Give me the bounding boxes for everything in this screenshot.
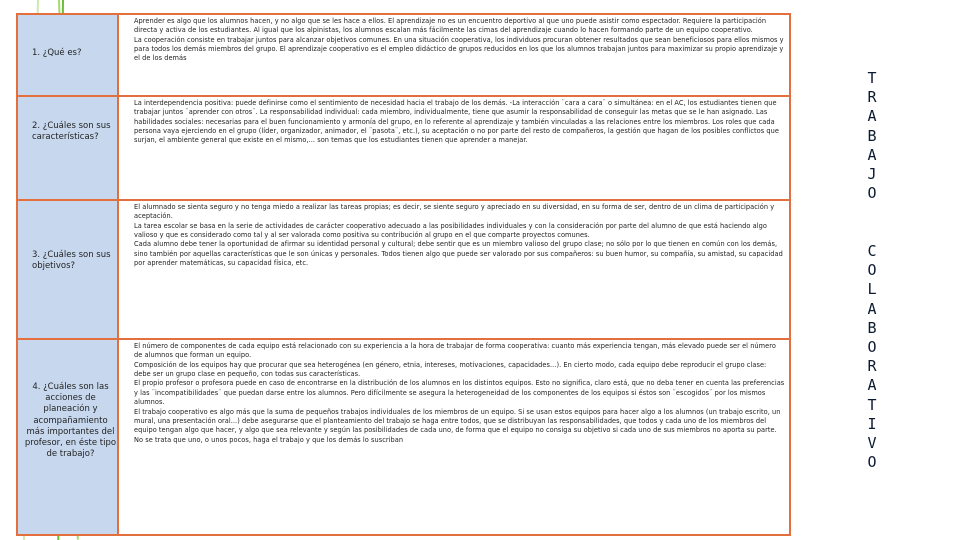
title-letter: J <box>867 165 877 184</box>
answer-paragraph: El propio profesor o profesora puede en caso de encontrarse en la distribución de los alumnos en los distintos equipos. Esto no significa, claro está, que no deba tener en cuenta las preferencias y las ¨incompatibilidades¨ que puedan darse entre los alumnos. Pero difícilmente se asegura la heterogeneidad de los componentes de los equipos si éstos son ¨escogidos¨ por los mismos alumnos. <box>134 379 785 407</box>
title-letter: I <box>867 414 877 433</box>
question-text: 2. ¿Cuáles son sus características? <box>32 121 111 143</box>
question-text: 3. ¿Cuáles son sus objetivos? <box>32 250 111 272</box>
answer-paragraph: El trabajo cooperativo es algo más que la suma de pequeños trabajos individuales de los miembros de un equipo. Si se usan estos equipos para hacer algo a los alumnos (un trabajo escrito, un mural, una presentación oral...) debe asegurarse que el planteamiento del trabajo se haga entre todos, que se distribuyan las responsabilidades, que todos y cada uno de los miembros del equipo tengan algo que hacer, y algo que sea relevante y según las posibilidades de cada uno, de forma que el equipo no consiga su objetivo si cada uno de sus miembros no aporta su parte. No se trata que uno, o unos pocos, haga el trabajo y que los demás lo suscriban <box>134 407 781 444</box>
answer-paragraph: Cada alumno debe tener la oportunidad de afirmar su identidad personal y cultural; debe sentir que es un miembro valioso del grupo clase; no sólo por lo que tienen en común con los demás, sino también por aquellas características que le son únicas y personales. Todos tienen algo que puede ser valorado por sus compañeros: su buen humor, su compañía, su amistad, su capacidad por aprender matemáticas, su capacidad física, etc. <box>134 240 783 268</box>
vertical-title-colaborativo <box>856 242 888 472</box>
answer-paragraph: Aprender es algo que los alumnos hacen, y no algo que se les hace a ellos. El aprendizaje no es un encuentro deportivo al que uno puede asistir como espectador. Requiere la participación directa y activa de los estudiantes. Al igual que los alpinistas, los alumnos escalan más fácilmente las cimas del aprendizaje cuando lo hacen formando parte de un equipo cooperativo. <box>134 17 767 35</box>
question-cell <box>17 14 118 96</box>
title-letter: T <box>867 395 877 414</box>
question-cell <box>17 339 118 535</box>
title-letter: A <box>867 107 877 126</box>
table-row <box>17 96 790 200</box>
title-letter: O <box>867 453 877 472</box>
title-letter: O <box>867 261 877 280</box>
answer-cell <box>118 200 790 339</box>
answer-paragraph: Composición de los equipos hay que procurar que sea heterogénea (en género, etnia, intereses, motivaciones, capacidades...). En cierto modo, cada equipo debe reproducir el grupo clase: debe ser un grupo clase en pequeño, con todas sus características. <box>134 360 767 379</box>
table-row <box>17 200 790 339</box>
answer-paragraph: La tarea escolar se basa en la serie de actividades de carácter cooperativo adecuado a las posibilidades individuales y con la consideración por parte del alumno de que está haciendo algo valioso y que es considerado como tal y al ser valorada como positiva su contribución al grupo en el que comparte proyectos comunes. <box>134 221 767 240</box>
answer-paragraph: La cooperación consiste en trabajar juntos para alcanzar objetivos comunes. En una situación cooperativa, los individuos procuran obtener resultados que sean beneficiosos para ellos mismos y para todos los demás miembros del grupo. El aprendizaje cooperativo es el empleo didáctico de grupos reducidos en los que los alumnos trabajan juntos para maximizar su propio aprendizaje y el de los demás <box>134 35 784 63</box>
title-letter: L <box>867 280 877 299</box>
title-letter: A <box>867 145 877 164</box>
title-letter: A <box>867 299 877 318</box>
title-letter: R <box>867 88 877 107</box>
answer-paragraph: La interdependencia positiva: puede definirse como el sentimiento de necesidad hacia el trabajo de los demás. -La interacción ¨cara a cara¨ o simultánea: en el AC, los estudiantes tienen que trabajar juntos ¨aprender con otros¨. La responsabilidad individual: cada miembro, individualmente, tiene que asumir la responsabilidad de conseguir las metas que se le han asignado. Las habilidades sociales: necesarias para el buen funcionamiento y armonía del grupo, en lo referente al aprendizaje y también vinculadas a las relaciones entre los miembros. Los roles que cada persona vaya ejerciendo en el grupo (líder, organizador, animador, el ¨pasota¨, etc.), su aceptación o no por parte del resto de compañeros, la gestión que hagan de los posibles conflictos que surjan, el ambiente general que existe en el mismo,... son temas que los estudiantes tienen que aprender a manejar. <box>134 99 779 145</box>
question-cell <box>17 96 118 200</box>
question-text: 1. ¿Qué es? <box>32 48 82 58</box>
answer-paragraph: El alumnado se sienta seguro y no tenga miedo a realizar las tareas propias; es decir, se siente seguro y apreciado en su diversidad, en su forma de ser, dentro de un clima de participación y aceptación. <box>134 203 775 221</box>
answer-cell <box>118 339 790 535</box>
answer-paragraph: El número de componentes de cada equipo está relacionado con su experiencia a la hora de trabajar de forma cooperativa: cuanto más experiencia tengan, más elevado puede ser el número de alumnos que forman un equipo. <box>134 342 776 360</box>
question-cell <box>17 200 118 339</box>
title-letter: T <box>867 69 877 87</box>
answer-cell <box>118 14 790 96</box>
content-table <box>16 13 791 536</box>
title-letter: A <box>867 376 877 395</box>
title-letter: V <box>867 434 877 453</box>
title-letter: O <box>867 338 877 357</box>
title-letter: B <box>867 318 877 337</box>
table-row <box>17 14 790 96</box>
title-letter: B <box>867 126 877 145</box>
question-text: 4. ¿Cuáles son las acciones de planeación y acompañamiento más importantes del profesor, en éste tipo de trabajo? <box>24 382 117 460</box>
table-row <box>17 339 790 535</box>
title-letter: R <box>867 357 877 376</box>
title-letter: C <box>867 242 877 260</box>
vertical-title-trabajo <box>856 69 888 203</box>
answer-cell <box>118 96 790 200</box>
title-letter: O <box>867 184 877 203</box>
